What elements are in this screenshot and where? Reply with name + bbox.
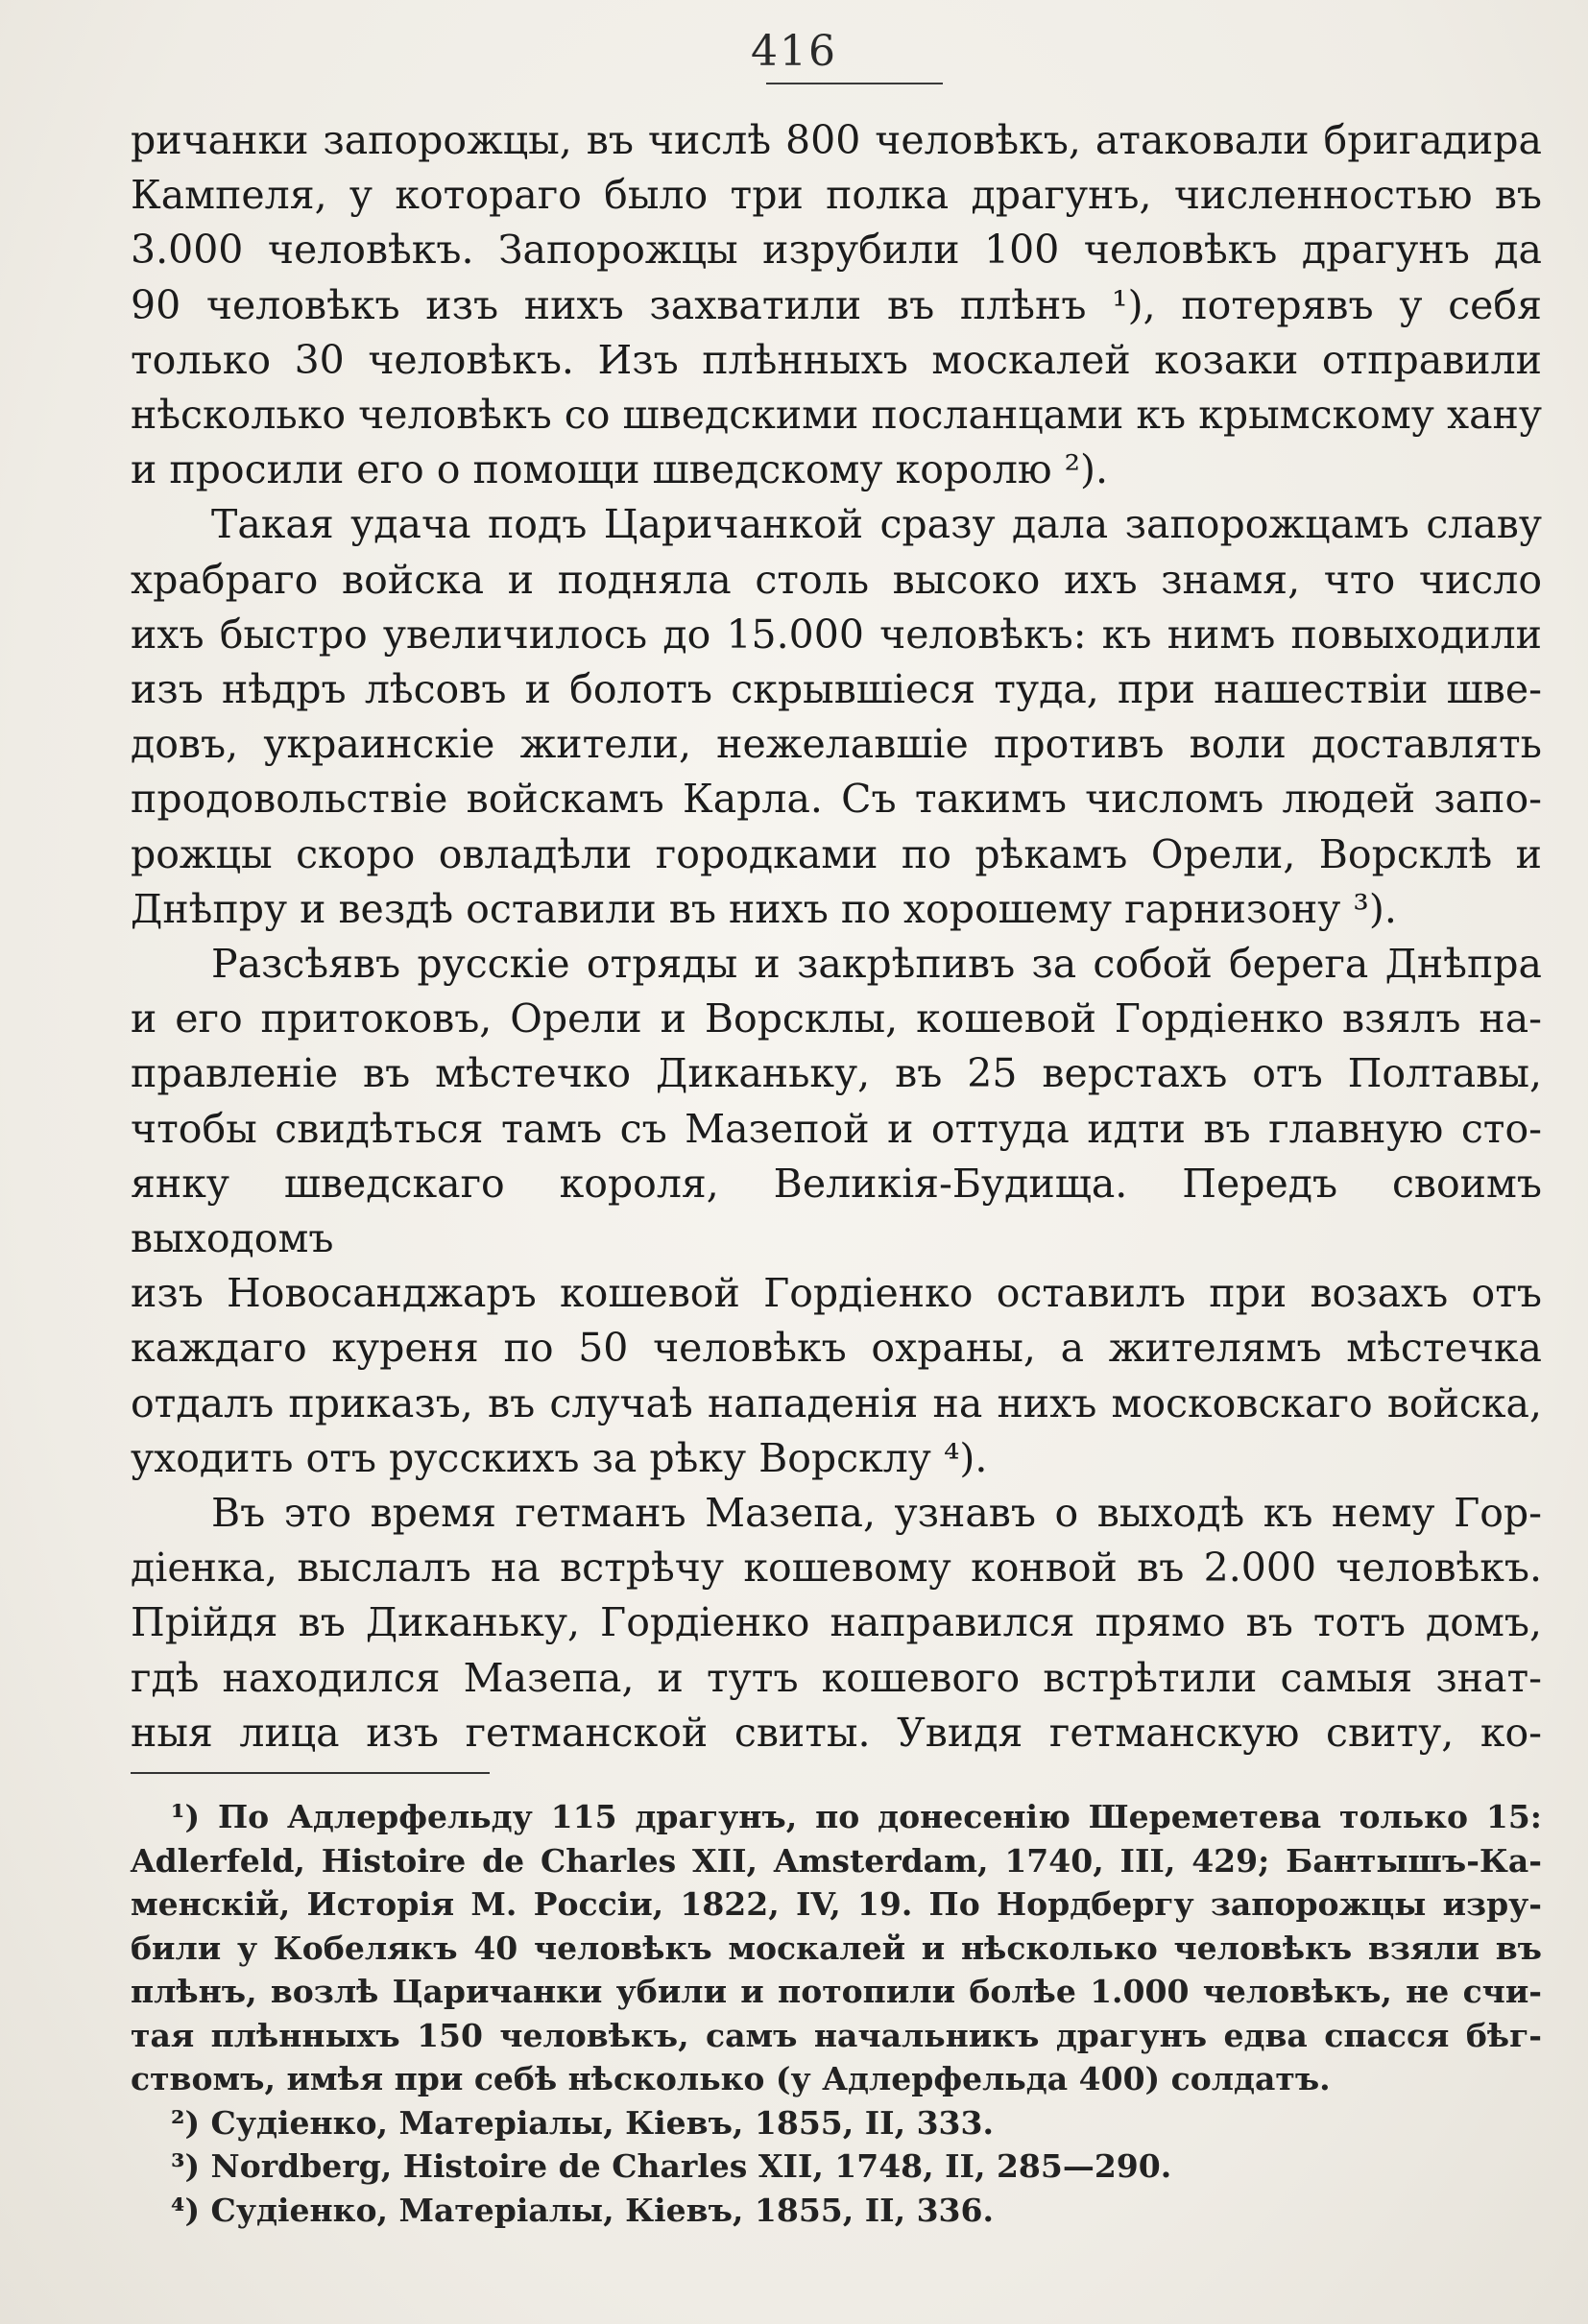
- footnote-line: ²) Судіенко, Матеріалы, Кіевъ, 1855, II, 333.: [171, 2103, 994, 2142]
- text-line: и просили его о помощи шведскому королю ²).: [131, 446, 1109, 493]
- text-line: только 30 человѣкъ. Изъ плѣнныхъ москалей козаки отправили: [131, 336, 1542, 383]
- text-line: Прійдя въ Диканьку, Гордіенко направился прямо въ тотъ домъ,: [131, 1599, 1542, 1646]
- footnote-4: [131, 2189, 1542, 2233]
- text-line: гдѣ находился Мазепа, и тутъ кошевого встрѣтили самыя знат-: [131, 1654, 1542, 1701]
- footnote-line: тая плѣнныхъ 150 человѣкъ, самъ начальникъ драгунъ едва спасся бѣг-: [131, 2016, 1542, 2054]
- text-line: правленіе въ мѣстечко Диканьку, въ 25 верстахъ отъ Полтавы,: [131, 1050, 1542, 1097]
- footnote-line: ⁴) Судіенко, Матеріалы, Кіевъ, 1855, II, 336.: [171, 2191, 994, 2229]
- text-line: отдалъ приказъ, въ случаѣ нападенія на нихъ московскаго войска,: [131, 1379, 1542, 1426]
- text-line: довъ, украинскіе жители, нежелавшіе противъ воли доставлять: [131, 721, 1542, 768]
- footnote-line: плѣнъ, возлѣ Царичанки убили и потопили болѣе 1.000 человѣкъ, не счи-: [131, 1973, 1542, 2010]
- text-line: изъ Новосанджаръ кошевой Гордіенко оставилъ при возахъ отъ: [131, 1270, 1542, 1317]
- text-line: каждаго куреня по 50 человѣкъ охраны, а жителямъ мѣстечка: [131, 1325, 1542, 1372]
- text-line: Такая удача подъ Царичанкой сразу дала запорожцамъ славу: [211, 501, 1542, 548]
- text-line: Днѣпру и вездѣ оставили въ нихъ по хорошему гарнизону ³).: [131, 885, 1397, 932]
- footnote-line: били у Кобелякъ 40 человѣкъ москалей и нѣсколько человѣкъ взяли въ: [131, 1929, 1542, 1967]
- text-line: ихъ быстро увеличилось до 15.000 человѣкъ: къ нимъ повыходили: [131, 611, 1542, 658]
- text-line: Разсѣявъ русскіе отряды и закрѣпивъ за собой берега Днѣпра: [211, 941, 1542, 988]
- footnotes: [131, 1795, 1542, 2232]
- text-line: Въ это время гетманъ Мазепа, узнавъ о выходѣ къ нему Гор-: [211, 1490, 1542, 1537]
- text-line: изъ нѣдръ лѣсовъ и болотъ скрывшіеся туда, при нашествіи шве-: [131, 666, 1542, 713]
- text-line: храбраго войска и подняла столь высоко ихъ знамя, что число: [131, 556, 1542, 603]
- footnote-line: ³) Nordberg, Histoire de Charles XII, 1748, II, 285—290.: [171, 2147, 1172, 2185]
- page-number-rule: [766, 83, 943, 84]
- text-line: ныя лица изъ гетманской свиты. Увидя гетманскую свиту, ко-: [131, 1709, 1542, 1756]
- paragraph: [131, 113, 1542, 497]
- paragraph: [131, 497, 1542, 937]
- text-line: рожцы скоро овладѣли городками по рѣкамъ Орели, Ворсклѣ и: [131, 830, 1542, 877]
- paragraph: [131, 1486, 1542, 1761]
- footnote-rule: [131, 1772, 490, 1774]
- footnote-1: [131, 1795, 1542, 2101]
- text-line: діенка, выслалъ на встрѣчу кошевому конвой въ 2.000 человѣкъ.: [131, 1545, 1542, 1592]
- main-text: [131, 113, 1542, 1761]
- text-line: и его притоковъ, Орели и Ворсклы, кошевой Гордіенко взялъ на-: [131, 995, 1542, 1042]
- page-number: 416: [751, 27, 837, 76]
- footnote-line: менскій, Исторія М. Россіи, 1822, IV, 19. По Нордбергу запорожцы изру-: [131, 1885, 1542, 1923]
- text-line: нѣсколько человѣкъ со шведскими посланцами къ крымскому хану: [131, 392, 1542, 439]
- footnote-2: [131, 2101, 1542, 2145]
- footnote-line: ствомъ, имѣя при себѣ нѣсколько (у Адлерфельда 400) солдатъ.: [131, 2060, 1331, 2097]
- footnote-line: ¹) По Адлерфельду 115 драгунъ, по донесенію Шереметева только 15:: [171, 1798, 1542, 1835]
- text-line: 90 человѣкъ изъ нихъ захватили въ плѣнъ ¹), потерявъ у себя: [131, 281, 1542, 328]
- text-line: ричанки запорожцы, въ числѣ 800 человѣкъ, атаковали бригадира: [131, 117, 1542, 163]
- text-line: продовольствіе войскамъ Карла. Съ такимъ числомъ людей запо-: [131, 776, 1542, 823]
- text-line: уходить отъ русскихъ за рѣку Ворсклу ⁴).: [131, 1434, 988, 1481]
- text-line: янку шведскаго короля, Великія-Будища. Передъ своимъ выходомъ: [131, 1160, 1542, 1262]
- footnote-line: Adlerfeld, Histoire de Charles XII, Amsterdam, 1740, III, 429; Бантышъ-Ка-: [131, 1841, 1542, 1880]
- paragraph: [131, 937, 1542, 1486]
- text-line: 3.000 человѣкъ. Запорожцы изрубили 100 человѣкъ драгунъ да: [131, 227, 1542, 274]
- text-line: чтобы свидѣться тамъ съ Мазепой и оттуда идти въ главную сто-: [131, 1105, 1542, 1152]
- footnote-3: [131, 2144, 1542, 2189]
- text-line: Кампеля, у котораго было три полка драгунъ, численностью въ: [131, 172, 1542, 219]
